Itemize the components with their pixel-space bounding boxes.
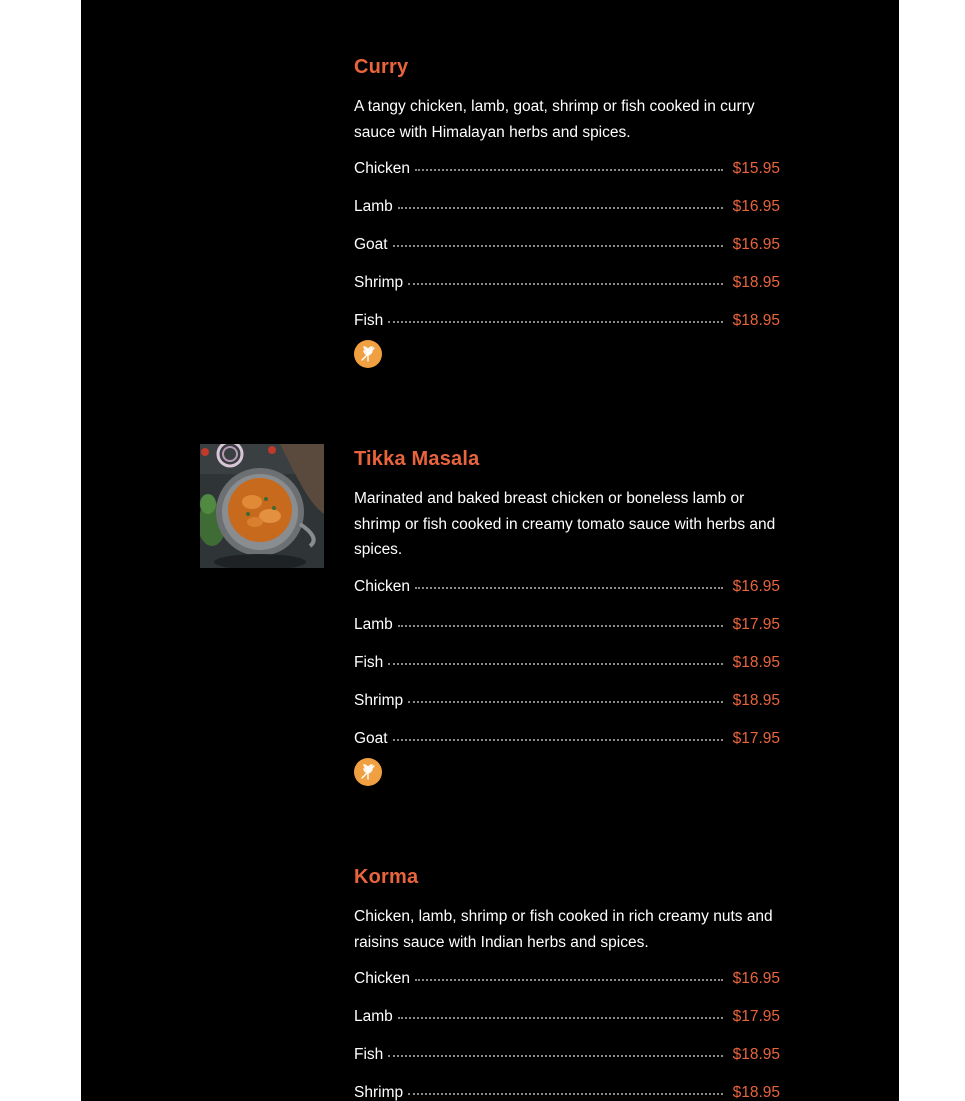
dot-leader [398, 1017, 723, 1019]
price-row [354, 968, 780, 1006]
item-price: $18.95 [732, 691, 780, 709]
item-name: Chicken [354, 577, 410, 595]
price-row [354, 728, 780, 766]
item-name: Chicken [354, 970, 410, 987]
price-row [354, 310, 780, 348]
item-price: $16.95 [732, 236, 780, 253]
price-row [354, 652, 780, 690]
price-row [354, 158, 780, 196]
item-price: $18.95 [732, 1046, 780, 1063]
dish-description: A tangy chicken, lamb, goat, shrimp or fish cooked in curry sauce with Himalayan herbs and spices. [354, 98, 755, 141]
dot-leader [393, 739, 723, 741]
price-row [354, 1006, 780, 1044]
item-price: $18.95 [732, 653, 780, 671]
item-price: $16.95 [732, 198, 780, 215]
item-name: Shrimp [354, 1084, 404, 1101]
dot-leader [408, 283, 722, 285]
price-list [354, 968, 780, 1101]
item-price: $16.95 [732, 577, 780, 595]
dot-leader [415, 979, 723, 981]
dot-leader [388, 663, 722, 665]
dot-leader [408, 1093, 722, 1095]
dish-title: Korma [354, 866, 419, 888]
item-price: $18.95 [732, 312, 780, 329]
item-price: $15.95 [732, 160, 780, 177]
dot-leader [415, 169, 723, 171]
item-name: Chicken [354, 160, 410, 177]
item-price: $18.95 [732, 274, 780, 291]
item-price: $16.95 [732, 970, 780, 987]
dot-leader [398, 625, 723, 627]
gluten-free-wheat-icon[interactable] [354, 340, 382, 368]
dot-leader [388, 1055, 722, 1057]
item-name: Fish [354, 1046, 384, 1063]
item-name: Lamb [354, 615, 393, 633]
price-list [354, 576, 780, 766]
price-row [354, 576, 780, 614]
price-row [354, 1044, 780, 1082]
dish-curry [354, 55, 780, 368]
item-name: Goat [354, 236, 388, 253]
tikka-masala-photo [200, 444, 324, 568]
item-name: Lamb [354, 1008, 393, 1025]
dot-leader [393, 245, 723, 247]
item-name: Lamb [354, 198, 393, 215]
price-row [354, 690, 780, 728]
item-name: Shrimp [354, 274, 404, 291]
item-price: $17.95 [732, 1008, 780, 1025]
dish-title: Tikka Masala [354, 448, 480, 470]
price-list [354, 158, 780, 348]
price-row [354, 196, 780, 234]
dot-leader [408, 701, 722, 703]
item-price: $17.95 [732, 729, 780, 747]
price-row [354, 272, 780, 310]
gluten-free-wheat-icon[interactable] [354, 758, 382, 786]
dot-leader [388, 321, 722, 323]
item-name: Fish [354, 312, 384, 329]
dot-leader [415, 587, 723, 589]
dish-description: Marinated and baked breast chicken or boneless lamb or shrimp or fish cooked in creamy tomato sauce with herbs and spices. [354, 490, 776, 558]
dish-title: Curry [354, 56, 409, 78]
item-price: $17.95 [732, 615, 780, 633]
item-name: Goat [354, 729, 388, 747]
item-price: $18.95 [732, 1084, 780, 1101]
price-row [354, 614, 780, 652]
dot-leader [398, 207, 723, 209]
dish-description: Chicken, lamb, shrimp or fish cooked in rich creamy nuts and raisins sauce with Indian herbs and spices. [354, 908, 773, 951]
item-name: Fish [354, 653, 384, 671]
item-name: Shrimp [354, 691, 404, 709]
price-row [354, 234, 780, 272]
dish-tikka-masala [354, 447, 780, 786]
menu-panel [81, 0, 899, 1101]
price-row [354, 1082, 780, 1101]
dish-korma [354, 865, 780, 1101]
